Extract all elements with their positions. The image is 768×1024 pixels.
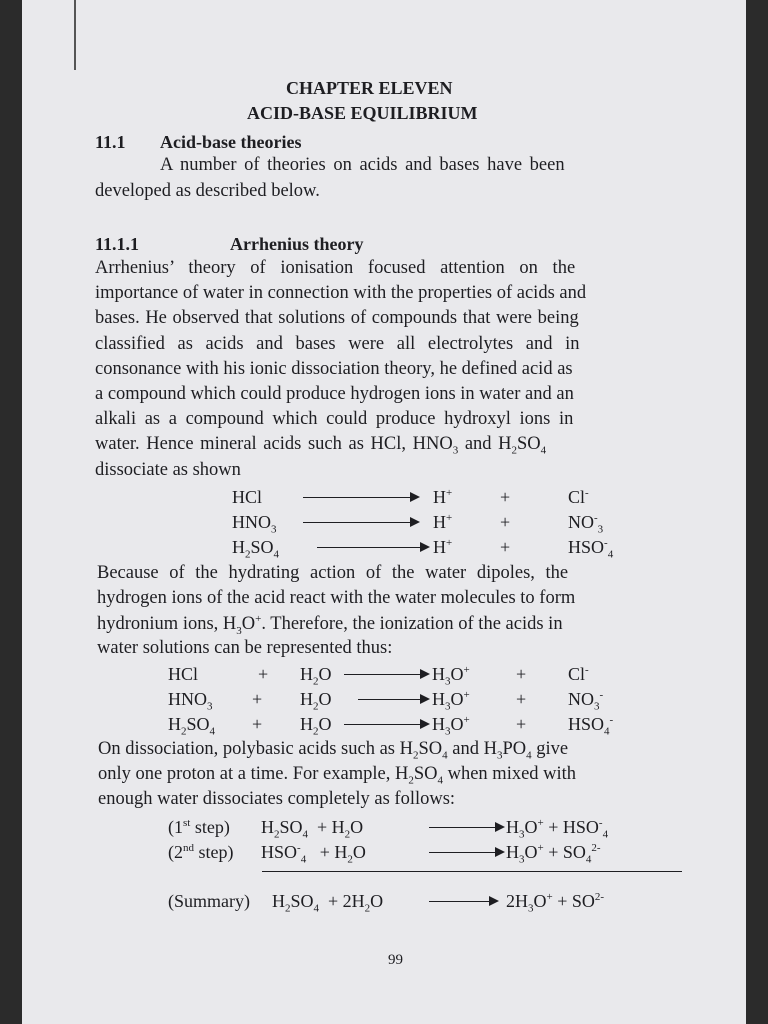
para-line: bases. He observed that solutions of compounds that were being — [95, 308, 579, 328]
para-line: hydrogen ions of the acid react with the water molecules to form — [97, 588, 576, 608]
para-line: importance of water in connection with the properties of acids and — [95, 283, 587, 303]
section-title: Acid-base theories — [160, 132, 302, 152]
step-lhs: $H_2SO_4 + H_2O$ — [261, 817, 364, 841]
step-label: (2nd step) — [168, 842, 234, 862]
eq2-product: $H_3O^+$ — [432, 714, 470, 738]
eq2-ion: $HSO_4^-$ — [568, 714, 614, 738]
eq2-ion: Cl- — [568, 664, 589, 684]
reaction-arrow — [317, 547, 428, 548]
eq1-plus: + — [500, 512, 511, 532]
reaction-arrow — [344, 724, 428, 725]
eq2-water: $H_2O$ — [300, 664, 332, 688]
step-lhs: $HSO^-_4 + H_2O$ — [261, 842, 366, 866]
eq1-ion: Cl- — [568, 487, 589, 507]
chapter-number-title: CHAPTER ELEVEN — [286, 78, 453, 98]
eq1-product: H+ — [433, 512, 453, 532]
step-label: (1st step) — [168, 817, 230, 837]
para-line: a compound which could produce hydrogen ions in water and an — [95, 384, 574, 404]
step-rhs: $H_3O^+ + SO_4^{2-}$ — [506, 842, 601, 866]
eq1-reactant: $H_2SO_4$ — [232, 537, 280, 561]
eq2-plus: + — [252, 714, 263, 734]
eq2-plus: + — [516, 714, 527, 734]
reaction-arrow — [344, 674, 428, 675]
eq2-product: $H_3O^+$ — [432, 689, 470, 713]
reaction-arrow — [429, 901, 497, 902]
reaction-arrow — [429, 852, 503, 853]
eq2-acid: $H_2SO_4$ — [168, 714, 216, 738]
para-line: water solutions can be represented thus: — [97, 638, 393, 658]
eq1-ion: $NO^-_3$ — [568, 512, 604, 536]
para-line: Arrhenius’ theory of ionisation focused attention on the — [95, 258, 576, 278]
para-line: water. Hence mineral acids such as HCl, $HNO_3$ and $H_2SO_4$ — [95, 434, 547, 457]
subsection-title: Arrhenius theory — [230, 234, 364, 254]
eq2-plus: + — [516, 689, 527, 709]
intro-line: developed as described below. — [95, 181, 320, 201]
summary-rhs: $2H_3O^+ + SO^{2-}$ — [506, 891, 605, 915]
para-line: On dissociation, polybasic acids such as $H_2SO_4$ and $H_3PO_4$ give — [98, 739, 569, 762]
reaction-arrow — [358, 699, 428, 700]
eq1-reactant: $HNO_3$ — [232, 512, 277, 536]
eq1-ion: $HSO^-_4$ — [568, 537, 614, 561]
eq1-plus: + — [500, 537, 511, 557]
para-line: enough water dissociates completely as follows: — [98, 789, 456, 809]
para-line: alkali as a compound which could produce hydroxyl ions in — [95, 409, 574, 429]
eq2-plus: + — [252, 689, 263, 709]
summary-label: (Summary) — [168, 891, 250, 911]
eq1-product: H+ — [433, 487, 453, 507]
chapter-name: ACID-BASE EQUILIBRIUM — [247, 103, 478, 123]
eq2-product: $H_3O^+$ — [432, 664, 470, 688]
reaction-arrow — [303, 522, 418, 523]
textbook-page — [22, 0, 746, 1024]
margin-line — [74, 0, 76, 70]
step-rhs: $H_3O^+ + HSO^-_4$ — [506, 817, 609, 841]
section-number: 11.1 — [95, 132, 126, 152]
para-line: only one proton at a time. For example, $H_2SO_4$ when mixed with — [98, 764, 577, 787]
eq2-acid: HCl — [168, 664, 199, 684]
summary-lhs: $H_2SO_4 + 2H_2O$ — [272, 891, 384, 915]
eq1-plus: + — [500, 487, 511, 507]
eq1-product: H+ — [433, 537, 453, 557]
summary-rule — [262, 871, 682, 872]
para-line: classified as acids and bases were all electrolytes and in — [95, 334, 580, 354]
para-line: consonance with his ionic dissociation theory, he defined acid as — [95, 359, 573, 379]
para-line: Because of the hydrating action of the water dipoles, the — [97, 563, 569, 583]
eq2-water: $H_2O$ — [300, 689, 332, 713]
eq2-plus: + — [516, 664, 527, 684]
eq2-acid: $HNO_3$ — [168, 689, 213, 713]
eq1-reactant: HCl — [232, 487, 263, 507]
reaction-arrow — [303, 497, 418, 498]
subsection-number: 11.1.1 — [95, 234, 140, 254]
para-line: dissociate as shown — [95, 460, 241, 480]
eq2-water: $H_2O$ — [300, 714, 332, 738]
para-line: hydronium ions, $H_3O^+$. Therefore, the ionization of the acids in — [97, 613, 563, 637]
page-number: 99 — [388, 952, 403, 968]
eq2-plus: + — [258, 664, 269, 684]
intro-line: A number of theories on acids and bases have been — [160, 155, 565, 175]
eq2-ion: $NO_3^-$ — [568, 689, 604, 713]
reaction-arrow — [429, 827, 503, 828]
